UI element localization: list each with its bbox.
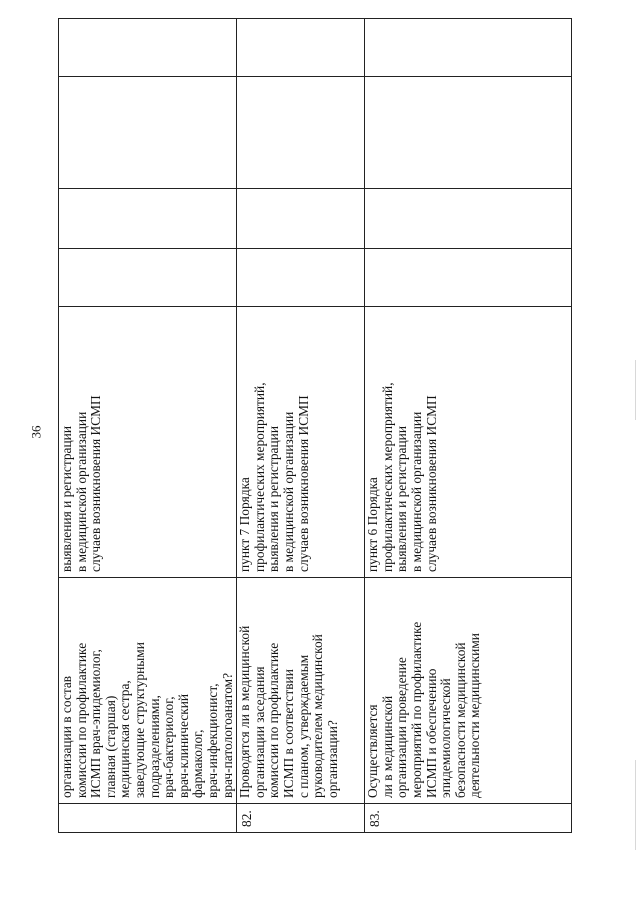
question-line: заведующие структурными — [131, 642, 147, 798]
reference-line: пункт 7 Порядка — [237, 477, 253, 572]
scan-edge-mark — [635, 760, 636, 850]
reference-line: выявления и регистрации — [394, 426, 410, 572]
question-line: врач-клинический — [175, 693, 191, 798]
question-line: медицинская сестра, — [117, 680, 133, 798]
reference-cell — [59, 307, 237, 578]
question-line: мероприятий по профилактике — [408, 621, 424, 798]
question-line: организации? — [324, 720, 340, 798]
question-line: с планом, утверждаемым — [295, 654, 311, 798]
answer-cell — [365, 189, 572, 249]
notes-cell — [365, 19, 572, 77]
question-line: главная (старшая) — [102, 695, 118, 798]
question-line: комиссии по профилактике — [73, 642, 89, 798]
reference-line: в медицинской организации — [408, 411, 424, 572]
question-line: Проводятся ли в медицинской — [237, 625, 253, 798]
question-line: комиссии по профилактике — [266, 642, 282, 798]
row-number — [59, 804, 237, 833]
checklist-table — [58, 18, 572, 833]
question-cell — [365, 578, 572, 804]
question-line: врач-инфекционист, — [204, 683, 220, 798]
answer-cell — [237, 77, 365, 189]
reference-line: в медицинской организации — [280, 411, 296, 572]
answer-cell — [365, 249, 572, 307]
page-number: 36 — [28, 425, 44, 439]
notes-cell — [59, 19, 237, 77]
question-line: организации проведение — [394, 657, 410, 798]
table-row — [59, 19, 237, 833]
reference-line: выявления и регистрации — [266, 426, 282, 572]
reference-line: профилактических мероприятий, — [379, 382, 395, 572]
reference-line: пункт 6 Порядка — [365, 477, 381, 572]
reference-line: случаев возникновения ИСМП — [88, 395, 104, 572]
question-cell — [237, 578, 365, 804]
row-number: 82. — [237, 804, 365, 833]
question-line: безопасности медицинской — [452, 642, 468, 798]
question-line: врач-бактериолог, — [161, 696, 177, 798]
reference-line: выявления и регистрации — [59, 426, 74, 572]
reference-cell — [237, 307, 365, 578]
answer-cell — [365, 77, 572, 189]
question-line: организации в состав — [59, 675, 74, 798]
question-line: ли в медицинской — [379, 695, 395, 798]
notes-cell — [237, 19, 365, 77]
question-line: фармаколог, — [190, 729, 206, 798]
reference-line: случаев возникновения ИСМП — [295, 395, 311, 572]
checklist-table-rotated — [58, 19, 572, 833]
scan-edge-mark — [635, 360, 636, 420]
answer-cell — [59, 249, 237, 307]
table-row — [365, 19, 572, 833]
question-line: ИСМП в соответствии — [280, 669, 296, 798]
answer-cell — [59, 189, 237, 249]
answer-cell — [237, 189, 365, 249]
reference-line: случаев возникновения ИСМП — [423, 395, 439, 572]
question-line: ИСМП и обеспечению — [423, 668, 439, 798]
question-line: руководителем медицинской — [310, 634, 326, 798]
reference-cell — [365, 307, 572, 578]
reference-line: профилактических мероприятий, — [251, 382, 267, 572]
question-line: подразделениями, — [146, 695, 162, 798]
question-line: эпидемиологической — [438, 678, 454, 798]
question-line: деятельности медицинскими — [467, 633, 483, 798]
reference-line: в медицинской организации — [73, 411, 89, 572]
question-line: организации заседания — [251, 666, 267, 798]
question-line: врач-патологоанатом? — [219, 672, 235, 798]
question-line: ИСМП врач-эпидемиолог, — [88, 649, 104, 798]
question-line: Осуществляется — [365, 704, 381, 798]
answer-cell — [59, 77, 237, 189]
question-cell — [59, 578, 237, 804]
table-row — [237, 19, 365, 833]
answer-cell — [237, 249, 365, 307]
row-number: 83. — [365, 804, 572, 833]
